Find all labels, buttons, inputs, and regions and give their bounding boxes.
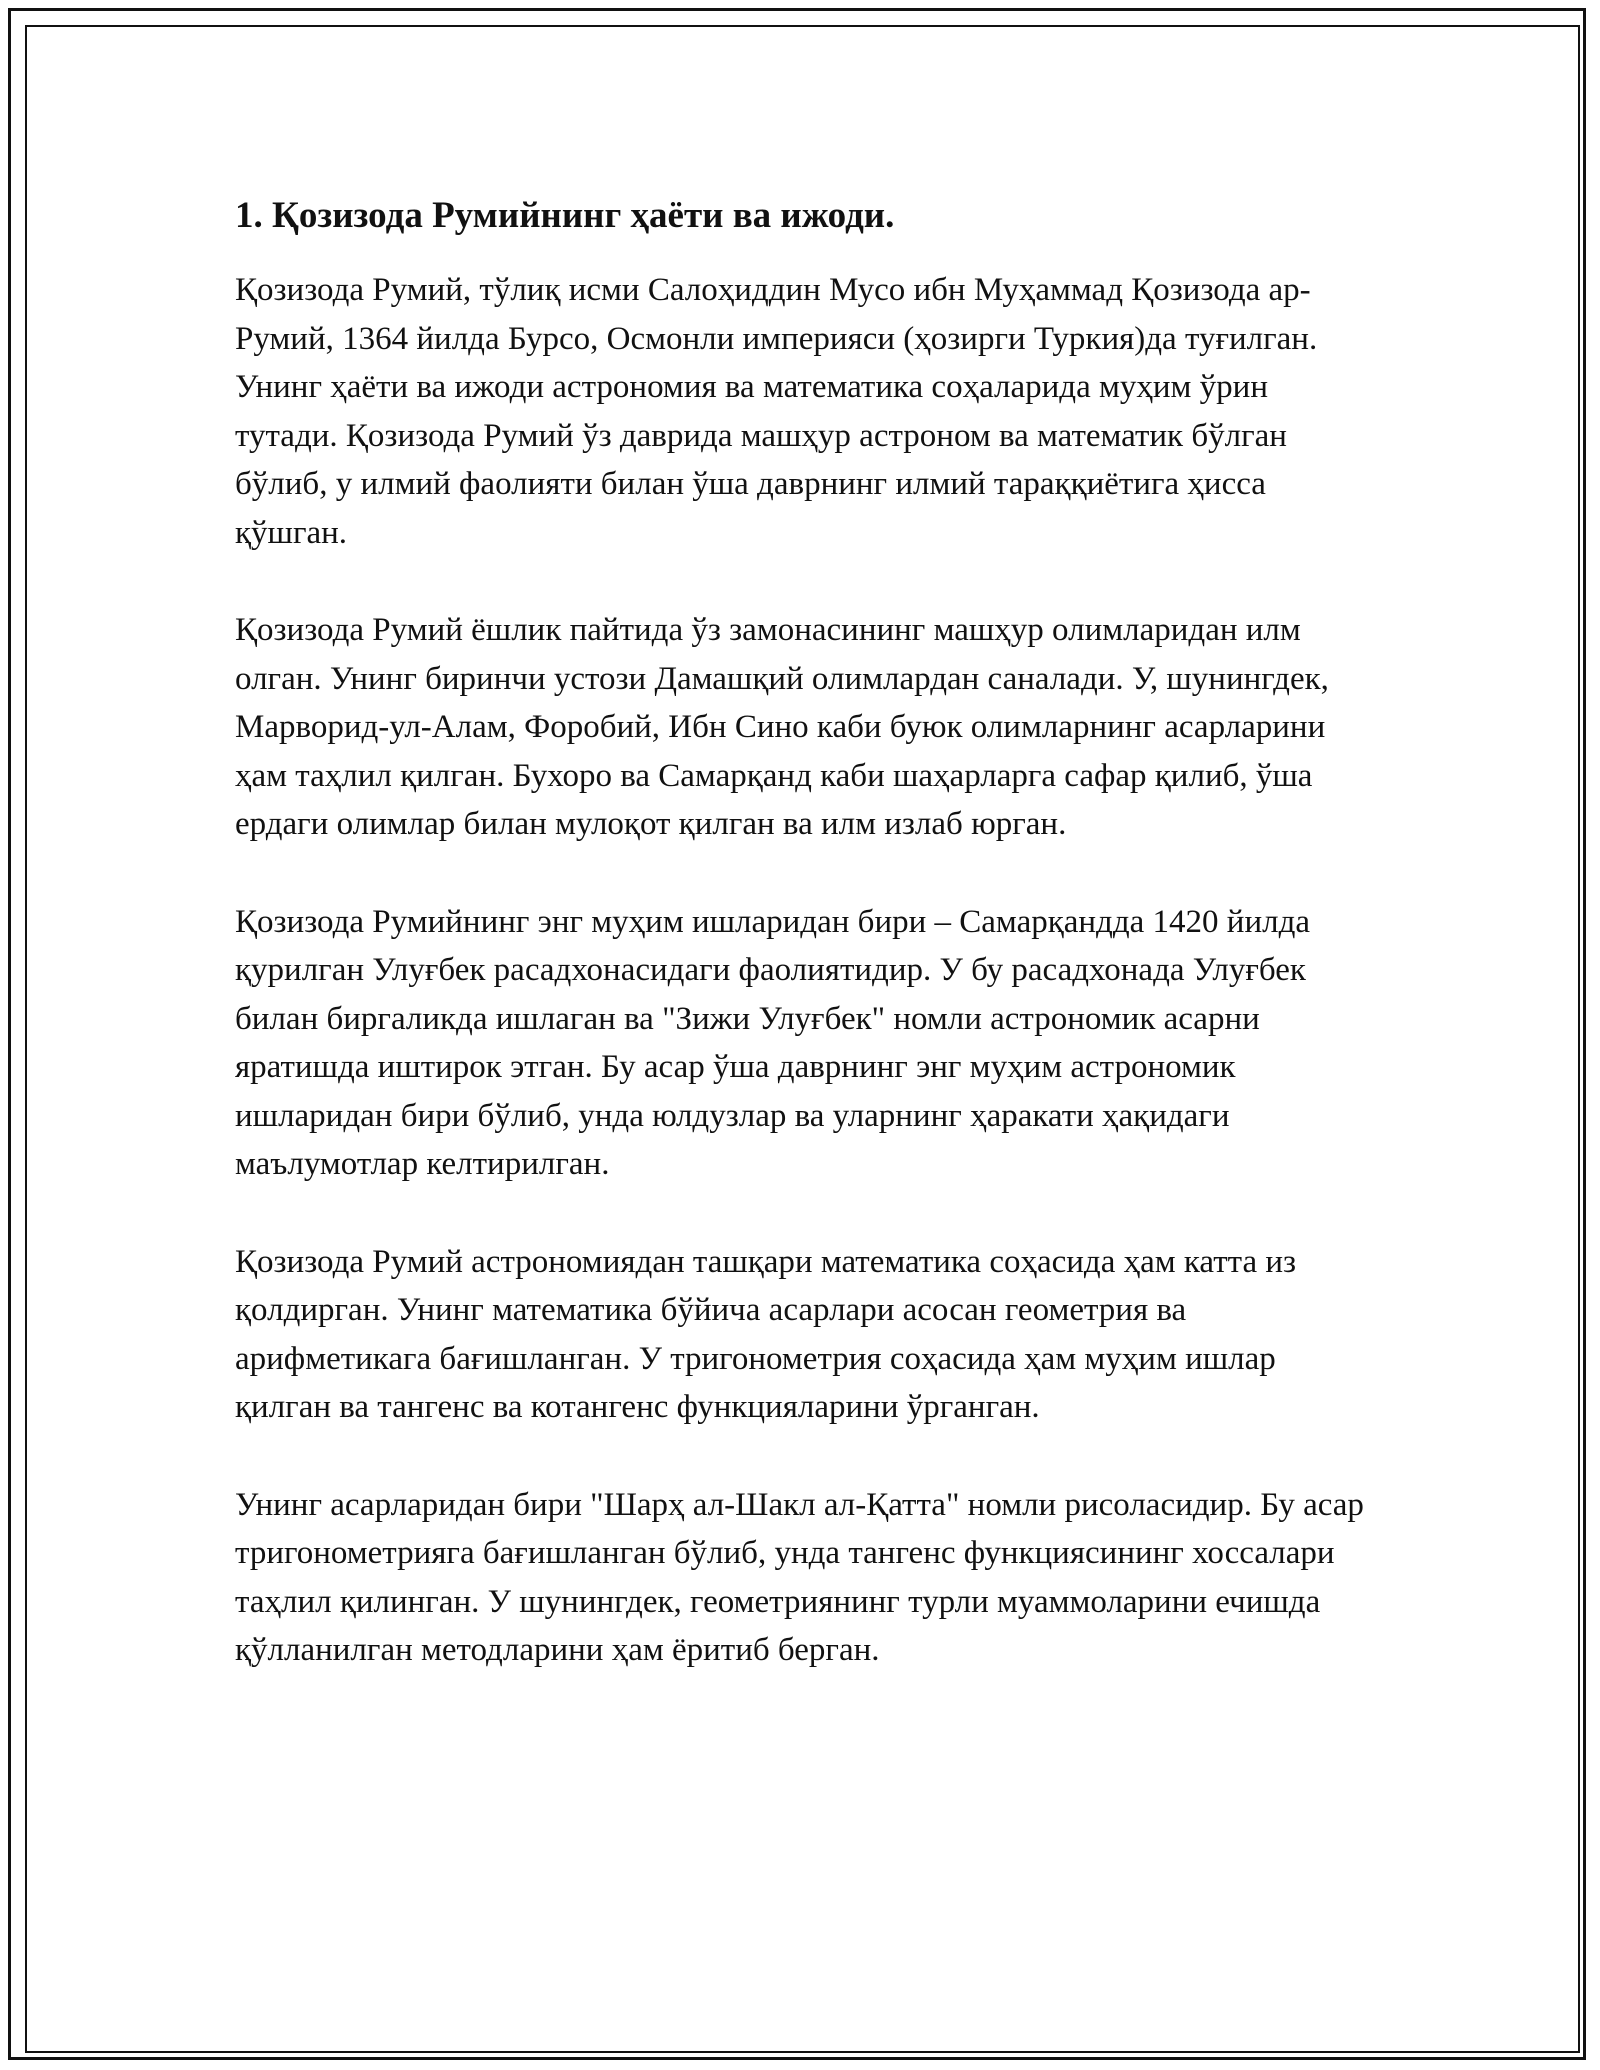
paragraph-1: Қозизода Румий, тўлиқ исми Салоҳиддин Мусо ибн Муҳаммад Қозизода ар-Румий, 1364 йилда Бурсо, Осмонли империяси (ҳозирги Туркия)да туғилган. Унинг ҳаёти ва ижоди астрономия ва математика соҳаларида муҳим ўрин тутади. Қозизода Румий ўз даврида машҳур астроном ва математик бўлган бўлиб, у илмий фаолияти билан ўша даврнинг илмий тараққиётига ҳисса қўшган. (235, 272, 1318, 551)
paragraph-2: Қозизода Румий ёшлик пайтида ўз замонасининг машҳур олимларидан илм олган. Унинг биринчи устози Дамашқий олимлардан саналади. У, шунингдек, Марворид-ул-Алам, Форобий, Ибн Сино каби буюк олимларнинг асарларини ҳам таҳлил қилган. Бухоро ва Самарқанд каби шаҳарларга сафар қилиб, ўша ердаги олимлар билан мулоқот қилган ва илм излаб юрган. (235, 612, 1329, 842)
section-heading: 1. Қозизода Румийнинг ҳаёти ва ижоди. (235, 195, 895, 236)
paragraph-3: Қозизода Румийнинг энг муҳим ишларидан бири – Самарқандда 1420 йилда қурилган Улуғбек расадхонасидаги фаолиятидир. У бу расадхонада Улуғбек билан биргаликда ишлаган ва "Зижи Улуғбек" номли астрономик асарни яратишда иштирок этган. Бу асар ўша даврнинг энг муҳим астрономик ишларидан бири бўлиб, унда юлдузлар ва уларнинг ҳаракати ҳақидаги маълумотлар келтирилган. (235, 903, 1311, 1182)
paragraph-5: Унинг асарларидан бири "Шарҳ ал-Шакл ал-Қатта" номли рисоласидир. Бу асар тригонометрияга бағишланган бўлиб, унда тангенс функциясининг хоссалари таҳлил қилинган. У шунингдек, геометриянинг турли муаммоларини ечишда қўлланилган методларини ҳам ёритиб берган. (235, 1486, 1364, 1668)
document-body (235, 188, 1375, 1675)
paragraph-4: Қозизода Румий астрономиядан ташқари математика соҳасида ҳам катта из қолдирган. Унинг математика бўйича асарлари асосан геометрия ва арифметикага бағишланган. У тригонометрия соҳасида ҳам муҳим ишлар қилган ва тангенс ва котангенс функцияларини ўрганган. (235, 1243, 1297, 1425)
